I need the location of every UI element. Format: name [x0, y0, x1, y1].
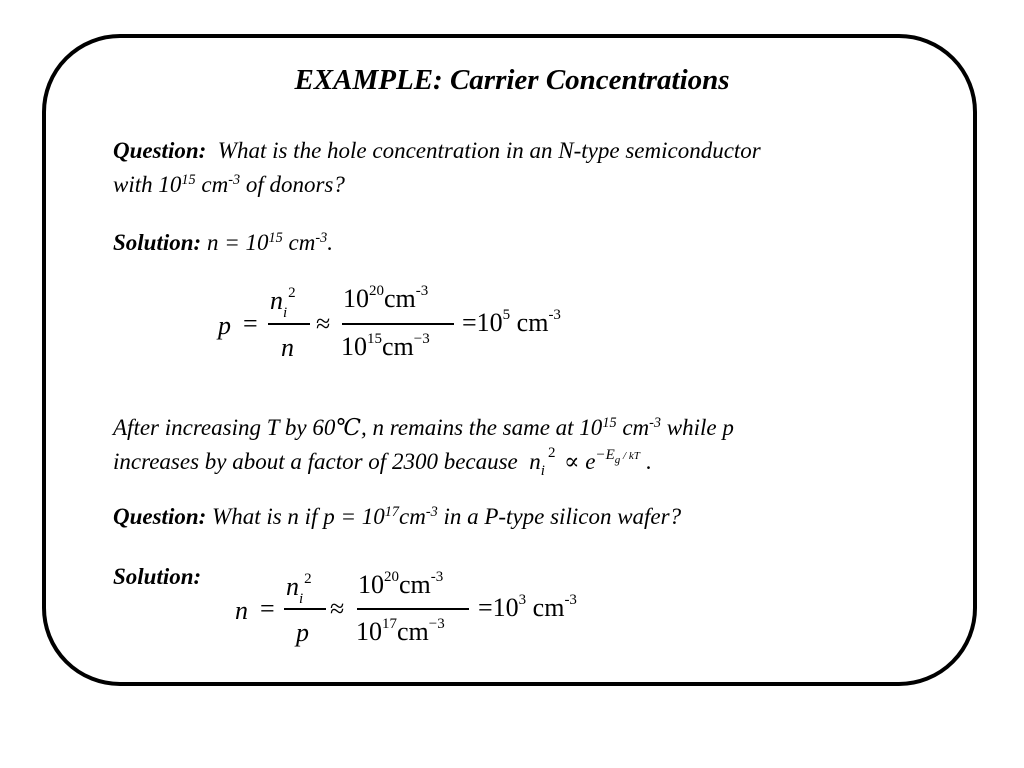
- q2-text-b: cm: [399, 504, 426, 529]
- q1-exp-1: 15: [181, 172, 196, 189]
- after-ni-sub: i: [540, 463, 545, 479]
- after-text-a: After increasing T by 60℃, n remains the same at 10: [113, 415, 603, 440]
- eq2-den-unit: cm: [397, 617, 429, 646]
- q1-text-b: cm: [195, 172, 229, 197]
- eq1-fraction-bar-2: [342, 323, 454, 325]
- after-ni-sup: 2: [547, 445, 556, 461]
- question-1-line1: What is the hole concentration in an N-type semiconductor: [217, 138, 761, 163]
- eq1-res-unit: cm: [516, 308, 549, 337]
- after-e-base: e: [585, 449, 596, 474]
- eq2-res-unit: cm: [532, 593, 565, 622]
- eq1-den-unit: cm: [382, 332, 414, 361]
- eq2-result: [478, 593, 577, 623]
- eq1-equals-2: =: [462, 308, 477, 337]
- eq2-num-sub: i: [299, 591, 304, 607]
- solution-1-label: Solution:: [113, 230, 202, 255]
- question-1-line2: [113, 172, 345, 198]
- q2-text-a: What is n if p = 10: [206, 504, 385, 529]
- after-line2-text: increases by about a factor of 2300 because: [113, 449, 518, 474]
- after-e-exp-sub: g: [614, 454, 621, 466]
- eq1-num-unit: cm: [384, 284, 416, 313]
- eq1-num-exp: 20: [369, 283, 384, 299]
- eq2-res-base: 10: [492, 593, 519, 622]
- question-2-label: Question:: [113, 504, 207, 529]
- s1-exp-2: -3: [315, 230, 328, 247]
- eq1-num-sub: i: [283, 305, 288, 321]
- eq1-num-sup: 2: [288, 285, 296, 301]
- eq2-res-unit-exp: -3: [564, 592, 577, 608]
- eq1-num-unit-exp: -3: [415, 283, 429, 299]
- eq2-num-unit: cm: [399, 570, 431, 599]
- solution-1: [113, 230, 333, 256]
- eq2-den-var: p: [296, 618, 309, 647]
- eq2-den-exp: 17: [382, 616, 397, 632]
- question-1: [113, 138, 761, 164]
- eq2-fraction-bar-1: [284, 608, 326, 610]
- q2-exp-1: 17: [384, 504, 399, 521]
- after-line-1: [113, 415, 734, 441]
- solution-2: [113, 564, 201, 590]
- after-line-2: [113, 445, 652, 479]
- q2-exp-2: -3: [425, 504, 438, 521]
- eq1-res-base: 10: [476, 308, 503, 337]
- eq2-num-var: n: [286, 572, 299, 601]
- after-ni-var: n: [529, 449, 541, 474]
- eq1-num-base: 10: [343, 284, 369, 313]
- s1-text-c: .: [327, 230, 333, 255]
- eq1-approx: ≈: [316, 309, 331, 338]
- eq2-denominator: [356, 617, 445, 647]
- eq1-den-var: n: [281, 333, 294, 362]
- eq1-fraction-bar-1: [268, 323, 310, 325]
- eq1-equals: =: [243, 309, 258, 338]
- question-2: [113, 504, 681, 530]
- eq1-lhs: p: [218, 311, 231, 340]
- after-text-c: while p: [661, 415, 734, 440]
- eq1-numerator: [343, 284, 428, 314]
- eq1-den-unit-exp: −3: [413, 331, 430, 347]
- question-1-label: Question:: [113, 138, 207, 163]
- eq2-fraction-bar-2: [357, 608, 469, 610]
- s1-text-a: n = 10: [201, 230, 269, 255]
- solution-2-label: Solution:: [113, 564, 202, 589]
- eq2-equals-2: =: [478, 593, 493, 622]
- q1-text-c: of donors?: [240, 172, 345, 197]
- after-e-exp-b: / kT: [620, 450, 640, 462]
- eq1-den-base: 10: [341, 332, 367, 361]
- eq2-num-exp: 20: [384, 569, 399, 585]
- eq2-den-unit-exp: −3: [428, 616, 445, 632]
- eq2-num-unit-exp: -3: [430, 569, 444, 585]
- eq1-frac-num: [270, 285, 296, 321]
- after-exp-1: 15: [602, 415, 617, 432]
- after-exp-2: -3: [649, 415, 662, 432]
- eq2-numerator: [358, 570, 443, 600]
- eq2-num-sup: 2: [304, 571, 312, 587]
- q1-exp-2: -3: [228, 172, 241, 189]
- eq2-lhs: n: [235, 596, 248, 625]
- eq1-num-var: n: [270, 286, 283, 315]
- eq1-result: [462, 308, 561, 338]
- s1-exp-1: 15: [268, 230, 283, 247]
- q1-text-a: with 10: [113, 172, 182, 197]
- after-period: .: [645, 449, 652, 474]
- eq1-den-exp: 15: [367, 331, 382, 347]
- eq2-equals: =: [260, 594, 275, 623]
- after-text-b: cm: [616, 415, 650, 440]
- slide-title: EXAMPLE: Carrier Concentrations: [294, 64, 730, 96]
- after-e-exp-a: −E: [595, 447, 615, 463]
- eq2-res-exp: 3: [518, 592, 527, 608]
- eq1-denominator: [341, 332, 430, 362]
- eq2-num-base: 10: [358, 570, 384, 599]
- after-prop: ∝: [563, 449, 580, 474]
- eq2-den-base: 10: [356, 617, 382, 646]
- eq1-res-unit-exp: -3: [548, 307, 561, 323]
- eq2-frac-num: [286, 571, 312, 607]
- q2-text-c: in a P-type silicon wafer?: [437, 504, 682, 529]
- eq2-approx: ≈: [330, 594, 345, 623]
- s1-text-b: cm: [282, 230, 316, 255]
- eq1-res-exp: 5: [502, 307, 511, 323]
